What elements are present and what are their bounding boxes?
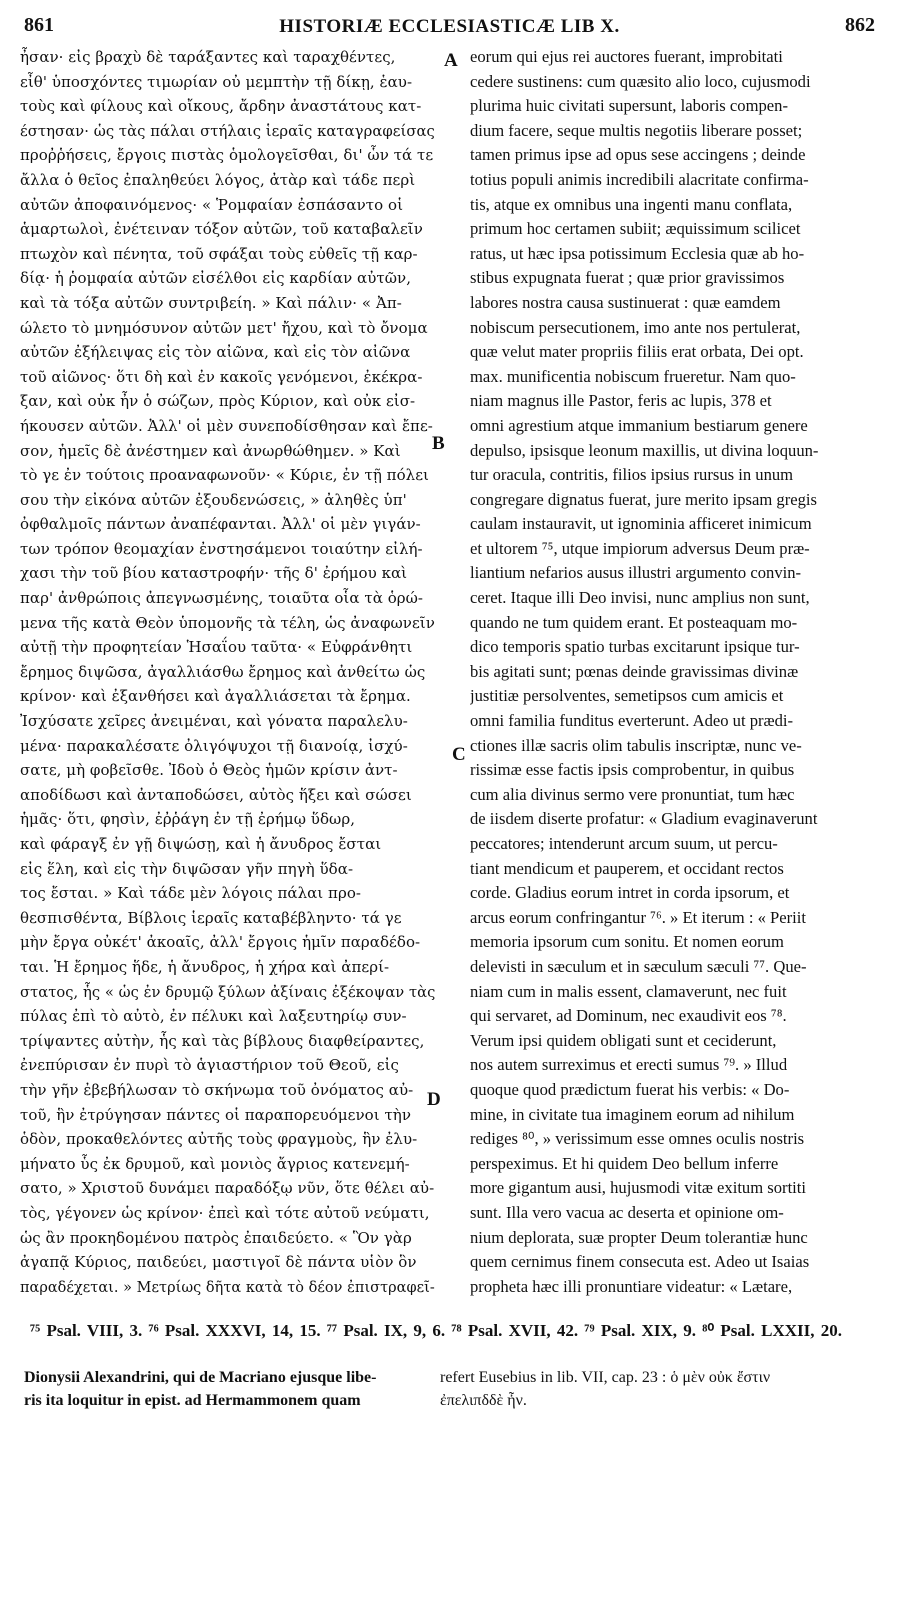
greek-text-line: ἡμᾶς· ὅτι, φησὶν, ἐῤῥάγη ἐν τῇ ἐρήμῳ ὕδωρ, — [20, 810, 356, 829]
latin-text-line: tis, atque ex omnibus una ingenti manu conflata, — [470, 194, 793, 214]
greek-text-line: σατο, » Χριστοῦ δυνάμει παραδόξῳ νῦν, ὅτε θέλει αὐ- — [20, 1179, 435, 1198]
greek-text-line: καὶ φάραγξ ἐν γῇ διψώσῃ, καὶ ἡ ἄνυδρος ἔσται — [20, 835, 382, 853]
greek-text-line: αὐτῶν ἀποφαινόμενος· « Ῥομφαίαν ἐσπάσαντο οἱ — [20, 195, 404, 214]
margin-letter-b: B — [432, 433, 445, 454]
latin-text-line — [470, 1299, 876, 1300]
greek-text-line: ἔρημος διψῶσα, ἀγαλλιάσθω ἔρημος καὶ ἀνθείτω ὡς — [20, 662, 426, 681]
page-number-right: 862 — [845, 14, 875, 36]
running-title: HISTORIÆ ECCLESIASTICÆ LIB X. — [279, 16, 620, 37]
greek-text-line: στατος, ἧς « ὡς ἐν δρυμῷ ξύλων ἀξίναις ἐξέκοψαν τὰς — [20, 982, 435, 1001]
greek-text-line: μὴν ἔργα οὐκέτ' ἀκοαῖς, ἀλλ' ἔργοις ἡμῖν παραδέδο- — [20, 933, 421, 952]
latin-text-line: propheta hæc illi pronuntiare videatur: « Lætare, — [470, 1276, 793, 1296]
greek-text-line: ἄλλα ὁ θεῖος ἐπαληθεύει λόγος, ἀτὰρ καὶ τάδε περὶ — [20, 170, 416, 189]
latin-text-line: omni agrestium atque immanium bestiarum genere — [470, 415, 808, 435]
latin-text-line: perspeximus. Et hi quidem Deo bellum inferre — [470, 1153, 779, 1173]
greek-text-line: σου τὴν εἰκόνα αὐτῶν ἐξουδενώσεις, » ἀληθὲς ὑπ' — [20, 490, 407, 509]
bottom-note-left — [24, 1366, 444, 1412]
greek-text-line: ὡς ἂν προκηδομένου πατρὸς ἐπαιδεύετο. « Ὃν γὰρ — [20, 1228, 412, 1247]
latin-text-line: dico temporis spatio turbas excitarunt ipsique tur- — [470, 637, 800, 657]
latin-text-line: et ultorem ⁷⁵, utque impiorum adversus Deum præ- — [470, 538, 810, 558]
latin-text-line: peccatores; intenderunt arcum suum, ut percu- — [470, 834, 778, 853]
greek-text-line: ἦσαν· εἰς βραχὺ δὲ ταράξαντες καὶ ταραχθέντες, — [20, 48, 396, 66]
greek-text-line: χασι τὴν τοῦ βίου καταστροφήν· τῆς δ' ἐρήμου καὶ — [20, 564, 408, 583]
latin-text-line: quem cernimus finem consecuta est. Adeo ut Isaias — [470, 1252, 810, 1272]
greek-text-line: μένα· παρακαλέσατε ὀλιγόψυχοι τῇ διανοίᾳ, ἰσχύ- — [20, 736, 408, 755]
greek-text-line: ὀφθαλμοῖς πάντων ἀναπέφανται. Ἀλλ' οἱ μὲν γιγάν- — [20, 515, 421, 534]
latin-text-line: tamen primus ipse ad opus sese accingens ; deinde — [470, 145, 806, 165]
greek-text-line: τοῦ, ἣν ἐτρύγησαν πάντες οἱ παραπορευόμενοι τὴν — [20, 1105, 412, 1124]
greek-text-line: σατε, μὴ φοβεῖσθε. Ἰδοὺ ὁ Θεὸς ἡμῶν κρίσιν ἀντ- — [20, 761, 398, 780]
greek-text-line: πτωχὸν καὶ πένητα, τοῦ σφάξαι τοὺς εὐθεῖς τῇ καρ- — [20, 244, 418, 263]
greek-text-line: τὸ γε ἐν τούτοις προαναφωνοῦν· « Κύριε, ἐν τῇ πόλει — [20, 466, 429, 485]
greek-text-line: παρ' ἀνθρώποις ἀπεγνωσμένης, τοιαῦτα οἷα τὰ ὁρώ- — [20, 589, 424, 608]
latin-column — [470, 45, 876, 1300]
latin-text-line: ctiones illæ sacris olim tabulis inscriptæ, nunc ve- — [470, 735, 802, 755]
latin-text-line: cum alia divinus sermo vere pronuntiat, tum hæc — [470, 784, 795, 804]
greek-text-line: πύλας ἐπὶ τὸ αὐτὸ, ἐν πέλυκι καὶ λαξευτηρίῳ συν- — [20, 1007, 407, 1026]
greek-text-line: ἐνεπύρισαν ἐν πυρὶ τὸ ἁγιαστήριον τοῦ Θεοῦ, εἰς — [20, 1056, 399, 1075]
latin-text-line: qui servaret, ad Dominum, nec exaudivit eos ⁷⁸. — [470, 1006, 787, 1026]
latin-text-line: niam cum in malis essent, clamaverunt, nec fuit — [470, 981, 787, 1001]
greek-text-line: θεσπισθέντα, Βίβλοις ἱεραῖς καταβέβληντο· τά γε — [20, 908, 402, 927]
greek-text-line: μενα τῆς κατὰ Θεὸν ὑπομονῆς τὰ τέλη, ὡς ἀναφωνεῖν — [20, 613, 435, 632]
bottom-note-line: Dionysii Alexandrini, qui de Macriano ejusque libe- — [24, 1369, 377, 1386]
greek-text-line: τρίψαντες αὐτὴν, ἧς καὶ τὰς βίβλους διαφθείραντες, — [20, 1031, 425, 1050]
greek-text-line: Ἰσχύσατε χεῖρες ἀνειμέναι, καὶ γόνατα παραλελυ- — [20, 712, 408, 731]
greek-text-line: ἀγαπᾷ Κύριος, παιδεύει, μαστιγοῖ δὲ πάντα υἱὸν ὃν — [20, 1253, 417, 1272]
latin-text-line: bis agitati sunt; pœnas deinde gravissimas divinæ — [470, 661, 799, 681]
greek-text-line: προῤῥήσεις, ἔργοις πιστὰς ὁμολογεῖσθαι, δι' ὧν τά τε — [20, 146, 434, 165]
greek-text-line: ξαν, καὶ οὐκ ἦν ὁ σώζων, πρὸς Κύριον, καὶ οὐκ εἰσ- — [20, 392, 416, 411]
greek-text-line: αὐτῶν ἐξήλειψας εἰς τὸν αἰῶνα, καὶ εἰς τὸν αἰῶνα — [20, 343, 411, 362]
greek-text-line: ώλετο τὸ μνημόσυνον αὐτῶν μετ' ἤχου, καὶ τὸ ὄνομα — [20, 318, 428, 337]
margin-letter-a: A — [444, 50, 458, 71]
latin-text-line: more gigantum ausi, hujusmodi vitæ exitum sortiti — [470, 1178, 807, 1198]
greek-text-line: μήνατο ὗς ἐκ δρυμοῦ, καὶ μονιὸς ἄγριος κατενεμή- — [20, 1154, 410, 1173]
latin-text-line: caulam instauravit, ut ignominia afficeret inimicum — [470, 514, 812, 534]
latin-text-line: primum hoc certamen subiit; æquissimum scilicet — [470, 219, 801, 239]
latin-text-line: ceret. Itaque illi Deo invisi, nunc amplius non sunt, — [470, 588, 810, 608]
latin-text-line: sunt. Illa vero vacua ac deserta et opinione om- — [470, 1202, 784, 1222]
latin-text-line: rissimæ esse factis ipsis comprobentur, in quibus — [470, 760, 795, 780]
greek-text-line: ήκουσεν αὐτῶν. Ἀλλ' οἱ μὲν συνεποδίσθησαν καὶ ἔπε- — [20, 416, 433, 435]
latin-text-line: quoque quod prædictum fuerat his verbis: « Do- — [470, 1079, 790, 1099]
latin-text-line: nium deplorata, suæ propter Deum tolerantiæ hunc — [470, 1227, 808, 1247]
greek-text-line: έστησαν· ὡς τὰς πάλαι στήλαις ἱεραῖς καταγραφείσας — [20, 121, 435, 140]
latin-text-line: arcus eorum confringantur ⁷⁶. » Et iterum : « Periit — [470, 907, 806, 927]
latin-text-line: omni familia funditus everterunt. Adeo ut prædi- — [470, 711, 794, 731]
latin-text-line: memoria ipsorum cum sonitu. Et nomen eorum — [470, 932, 784, 952]
margin-letter-c: C — [452, 744, 466, 765]
latin-text-line: corde. Gladius eorum intret in corda ipsorum, et — [470, 883, 790, 903]
latin-text-line: dium facere, seque multis negotiis liberare posset; — [470, 120, 803, 140]
greek-text-line: τοὺς καὶ φίλους καὶ οἴκους, ἄρδην ἀναστάτους κατ- — [20, 97, 422, 116]
greek-text-line: ἁμαρτωλοὶ, ἐνέτειναν τόξον αὐτῶν, τοῦ καταβαλεῖν — [20, 220, 423, 239]
greek-text-line: αὐτῇ τὴν προφητείαν Ἡσαΐου ταῦτα· « Εὐφράνθητι — [20, 638, 413, 657]
greek-text-line: ὁδὸν, προκαθελόντες αὐτῆς τοὺς φραγμοὺς, ἣν ἐλυ- — [20, 1130, 418, 1149]
greek-text-line: ται. Ἡ ἔρημος ἥδε, ἡ ἄνυδρος, ἡ χήρα καὶ ἀπερί- — [20, 957, 390, 976]
greek-text-line: δίᾳ· ἡ ῥομφαία αὐτῶν εἰσέλθοι εἰς καρδίαν αὐτῶν, — [20, 269, 412, 288]
greek-text-line: τοῦ αἰῶνος· ὅτι δὴ καὶ ἐν κακοῖς γενόμενοι, ἐκέκρα- — [20, 367, 423, 386]
latin-text-line: tiant mendicum et pauperem, et occidant rectos — [470, 858, 784, 878]
greek-text-line: σον, ἡμεῖς δὲ ἀνέστημεν καὶ ἀνωρθώθημεν. » Καὶ — [20, 441, 401, 460]
latin-text-line: totius populi animis incredibili alacritate confirma- — [470, 169, 809, 189]
latin-text-line: tur oracula, contritis, filios ipsius rursus in unum — [470, 465, 794, 485]
bottom-note-right — [440, 1366, 880, 1412]
page-number-left: 861 — [24, 14, 54, 36]
greek-text-line: καὶ τὰ τόξα αὐτῶν συντριβείη. » Καὶ πάλιν· « Ἀπ- — [20, 293, 402, 312]
latin-text-line: niam magnus ille Pastor, feris ac lupis, 378 et — [470, 391, 772, 411]
latin-text-line: depulso, ipsisque leonum maxillis, ut divina loquun- — [470, 440, 819, 460]
latin-text-line: de iisdem diserte profatur: « Gladium evaginaverunt — [470, 809, 818, 829]
greek-text-line: τὸς, γέγονεν ὡς κρίνον· ἐπεὶ καὶ τότε αὐτοῦ νεύματι, — [20, 1203, 430, 1222]
latin-text-line: max. munificentia nobiscum frueretur. Nam quo- — [470, 366, 796, 386]
latin-text-line: cedere sustinens: cum quæsito alio loco, cujusmodi — [470, 71, 811, 91]
running-header — [24, 14, 875, 40]
latin-text-line: congregare dignatus fuerat, jure merito ipsam gregis — [470, 489, 817, 509]
latin-text-line: labores nostra causa sustinuerat : quæ eamdem — [470, 292, 781, 312]
latin-text-line: ratus, ut hæc ipsa potissimum Ecclesia quæ ab ho- — [470, 243, 805, 263]
greek-text-line: τὴν γῆν ἐβεβήλωσαν τὸ σκήνωμα τοῦ ὀνόματος αὐ- — [20, 1080, 414, 1099]
latin-text-line: justitiæ persolventes, semetipsos cum amicis et — [470, 686, 784, 706]
latin-text-line: liantium nefarios ausus illustri argumento convin- — [470, 563, 802, 583]
scripture-footnotes: ⁷⁵ Psal. VIII, 3. ⁷⁶ Psal. XXXVI, 14, 15. ⁷⁷ Psal. IX, 9, 6. ⁷⁸ Psal. XVII, 42. ⁷⁹ Psal. XIX, 9. ⁸⁰ Psal. LXXII, 20. — [30, 1321, 842, 1340]
latin-text-line: quæ velut mater propriis filiis erat orbata, Dei opt. — [470, 342, 804, 362]
latin-text-line: stibus expugnata fuerat ; quæ prior gravissimos — [470, 268, 785, 288]
latin-text-line: plurima huic civitati supersunt, laboris compen- — [470, 96, 788, 116]
latin-text-line: delevisti in sæculum et in sæculum sæculi ⁷⁷. Que- — [470, 956, 807, 976]
greek-text-line: εἰς ἕλη, καὶ εἰς τὴν διψῶσαν γῆν πηγὴ ὕδα- — [20, 859, 354, 878]
bottom-note-line: ris ita loquitur in epist. ad Hermammonem quam — [24, 1392, 361, 1409]
greek-text-line: τος ἔσται. » Καὶ τάδε μὲν λόγοις πάλαι προ- — [20, 884, 362, 903]
margin-letter-d: D — [427, 1089, 441, 1110]
greek-text-line: παραδέχεται. » Μετρίως δῆτα κατὰ τὸ δέον ἐπιστραφεῖ- — [20, 1277, 435, 1296]
latin-text-line: Verum ipsi quidem obligati sunt et ceciderunt, — [470, 1030, 777, 1050]
bottom-note-line: refert Eusebius in lib. VII, cap. 23 : ὁ μὲν οὐκ ἔστιν — [440, 1369, 771, 1386]
greek-text-line: αποδίδωσι καὶ ἀνταποδώσει, αὐτὸς ἥξει καὶ σώσει — [20, 785, 412, 804]
latin-text-line: mine, in civitate tua imaginem eorum ad nihilum — [470, 1104, 795, 1124]
greek-text-line: κρίνον· καὶ ἐξανθήσει καὶ ἀγαλλιάσεται τὰ ἔρημα. — [20, 687, 411, 706]
greek-text-line: εἶθ' ὑποσχόντες τιμωρίαν οὐ μεμπτὴν τῇ δίκῃ, ἑαυ- — [20, 72, 413, 91]
greek-column — [20, 45, 435, 1300]
greek-text-line — [20, 1299, 435, 1300]
latin-text-line: nobiscum persecutionem, imo ante nos pertulerat, — [470, 317, 801, 337]
latin-text-line: quando ne tum quidem erant. Et posteaquam mo- — [470, 612, 798, 632]
greek-text-line: των τρόπον θεομαχίαν ἐνστησάμενοι τοιαύτην εἰλή- — [20, 539, 423, 558]
latin-text-line: rediges ⁸⁰, » verissimum esse omnes oculis nostris — [470, 1129, 805, 1149]
latin-text-line: eorum qui ejus rei auctores fuerant, improbitati — [470, 47, 783, 66]
latin-text-line: nos autem surreximus et erecti sumus ⁷⁹. » Illud — [470, 1055, 788, 1075]
bottom-note-line: ἐπελιπδδὲ ἦν. — [440, 1392, 527, 1409]
